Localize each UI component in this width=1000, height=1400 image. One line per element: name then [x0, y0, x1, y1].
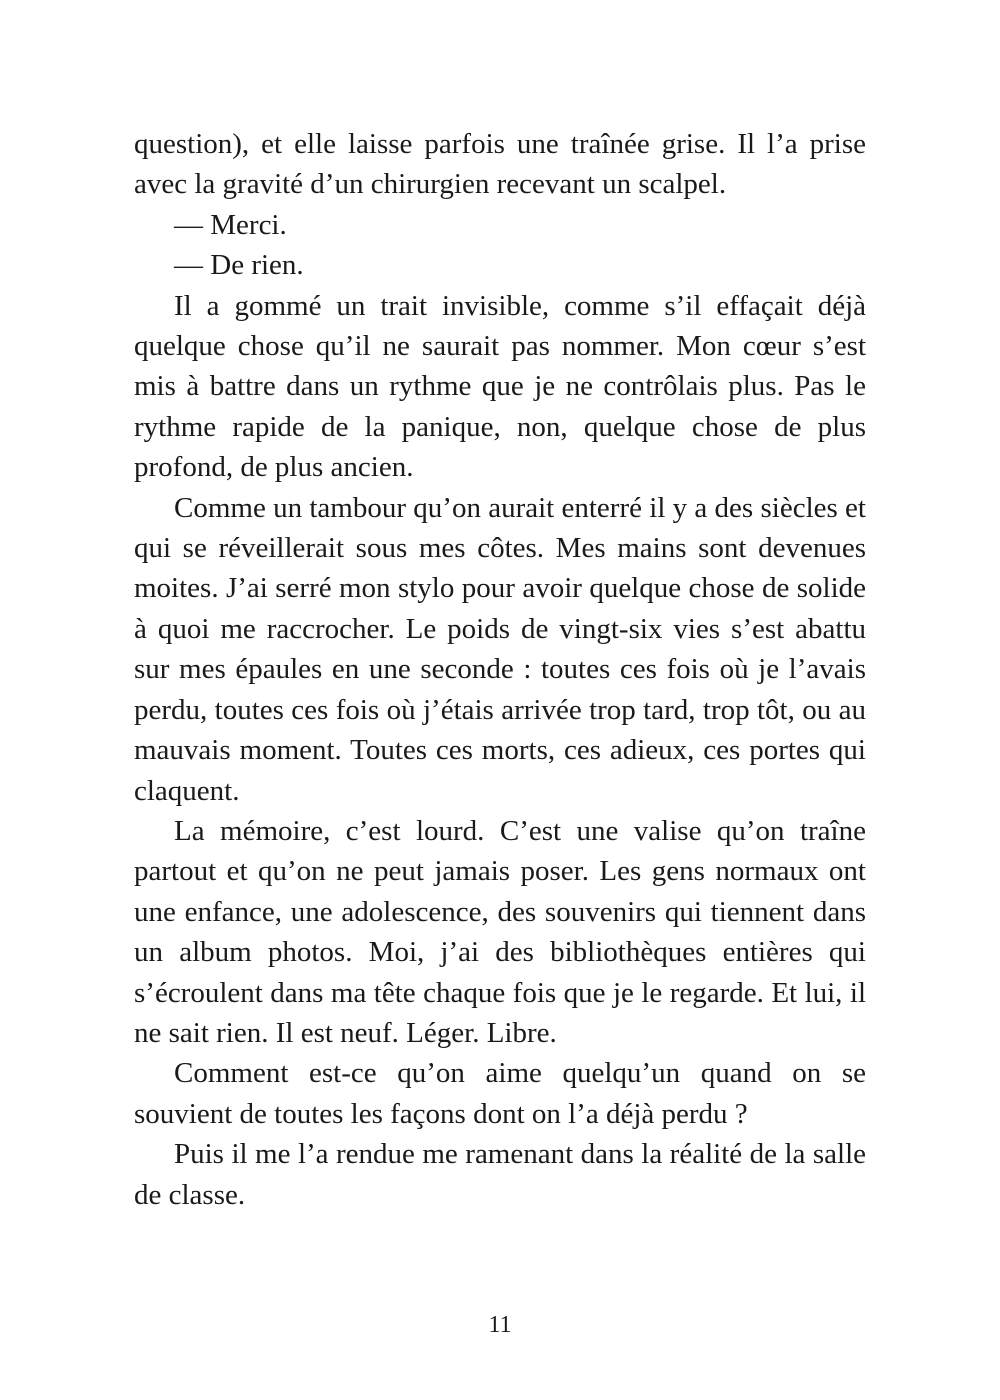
paragraph: Il a gommé un trait invisible, comme s’il effaçait déjà quelque chose qu’il ne saurait pas nommer. Mon cœur s’est mis à battre dans un rythme que je ne contrôlais plus. Pas le rythme rapide de la panique, non, quelque chose de plus profond, de plus ancien.: [134, 289, 866, 484]
dialogue-line-merci: — Merci.: [174, 208, 287, 241]
paragraph: Comment est-ce qu’on aime quelqu’un quand on se souvient de toutes les façons dont on l’a déjà perdu ?: [134, 1057, 866, 1130]
paragraph: La mémoire, c’est lourd. C’est une valise qu’on traîne partout et qu’on ne peut jamais poser. Les gens normaux ont une enfance, une adolescence, des souvenirs qui tiennent dans un album photos. Moi, j’ai des bibliothèques entières qui s’écroulent dans ma tête chaque fois que je le regarde. Et lui, il ne sait rien. Il est neuf. Léger. Libre.: [134, 814, 866, 1049]
page-body: [134, 124, 866, 1215]
paragraph-continued: question), et elle laisse parfois une traînée grise. Il l’a prise avec la gravité d’un chirurgien recevant un scalpel.: [134, 128, 866, 201]
dialogue-line-de-rien: — De rien.: [174, 249, 304, 282]
page-number: 11: [488, 1312, 512, 1338]
paragraph: Comme un tambour qu’on aurait enterré il y a des siècles et qui se réveillerait sous mes côtes. Mes mains sont devenues moites. J’ai serré mon stylo pour avoir quelque chose de solide à quoi me raccrocher. Le poids de vingt-six vies s’est abattu sur mes épaules en une seconde : toutes ces fois où je l’avais perdu, toutes ces fois où j’étais arrivée trop tard, trop tôt, ou au mauvais moment. Toutes ces morts, ces adieux, ces portes qui claquent.: [134, 491, 866, 807]
paragraph: Puis il me l’a rendue me ramenant dans la réalité de la salle de classe.: [134, 1138, 866, 1211]
